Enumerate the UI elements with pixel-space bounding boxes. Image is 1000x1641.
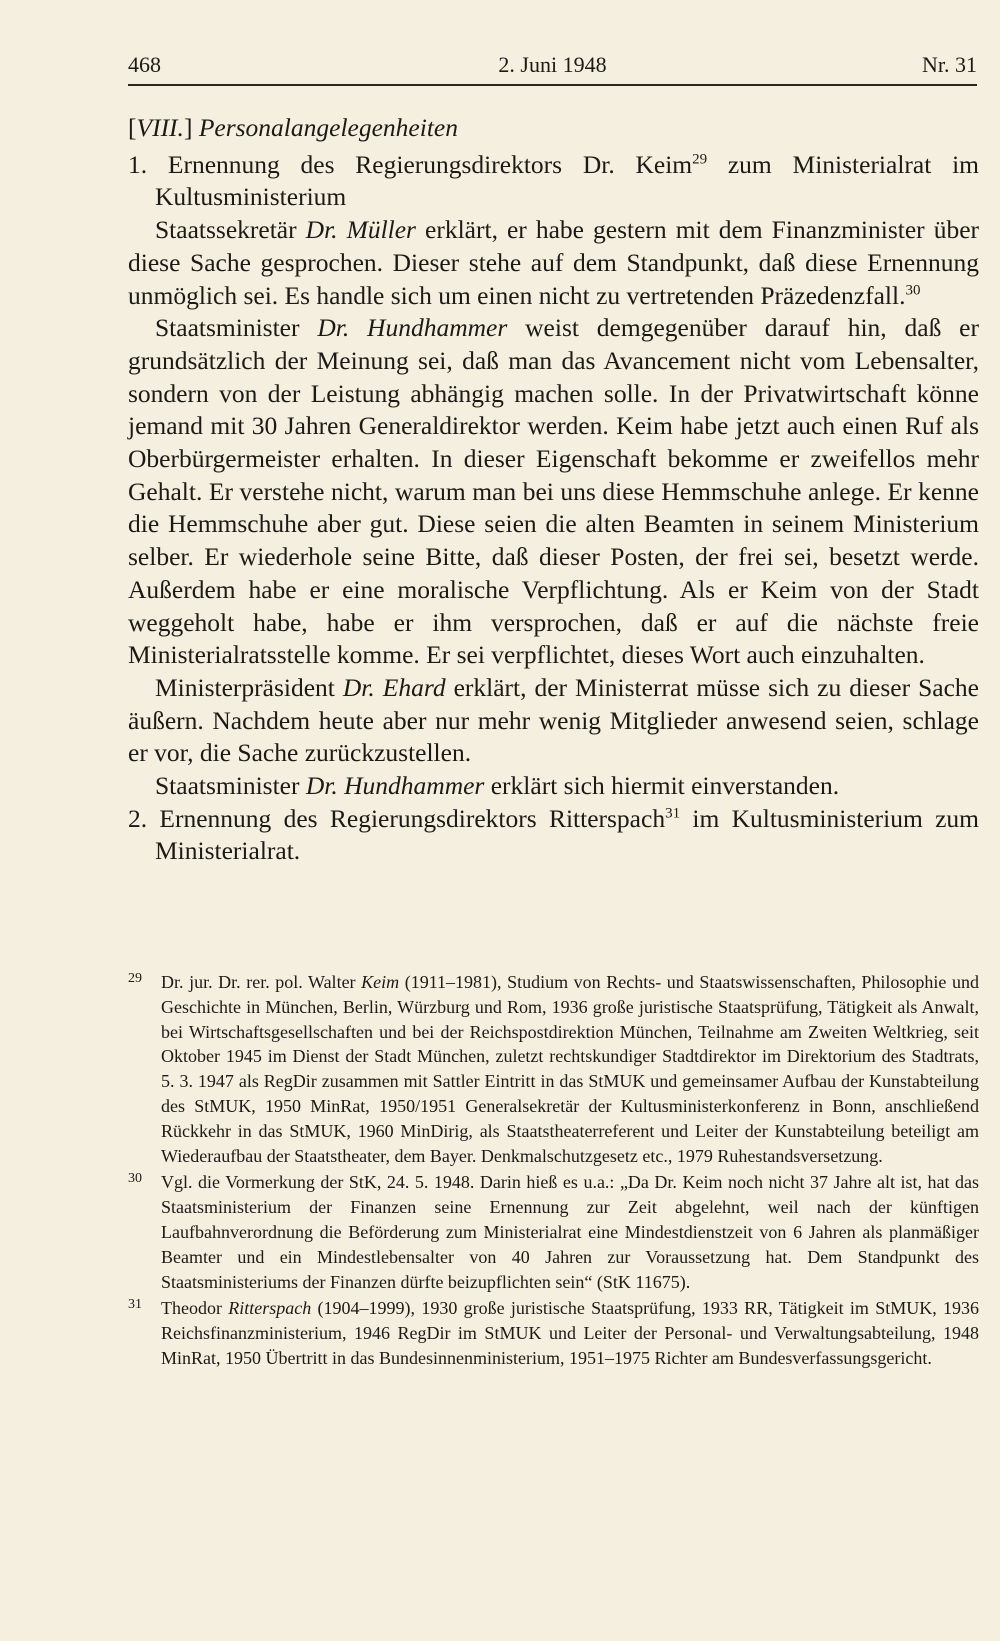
paragraph-text: erklärt, der Ministerrat müsse sich zu dieser Sache äußern. Nachdem heute aber nur mehr wenig Mitglieder anwesend seien, schlage er vor, die Sache zurückzustellen. — [128, 672, 979, 768]
document-number: Nr. 31 — [922, 52, 977, 77]
page-number: 468 — [128, 52, 161, 77]
footnote-text: Vgl. die Vormerkung der StK, 24. 5. 1948. Darin hieß es u.a.: „Da Dr. Keim noch nicht 37 Jahre alt ist, hat das Staatsministerium der Finanzen seine Ernennung zur Zeit abgelehnt, weil nach der künftigen Laufbahnverordnung die Beförderung zum Ministerialrat eine Mindestdienstzeit von 6 Jahren als planmäßiger Beamter und ein Mindestlebensalter von 40 Jahren zur Voraussetzung hat. Dem Standpunkt des Staatsministeriums der Finanzen dürfte beizupflichten sein“ (StK 11675). — [161, 1172, 979, 1292]
footnote-29 — [128, 970, 979, 1168]
paragraph-text: weist demgegenüber darauf hin, daß er grundsätzlich der Meinung sei, daß man das Avancement nicht vom Lebensalter, sondern von der Leistung abhängig machen solle. In der Privatwirtschaft könne jemand mit 30 Jahren Generaldirektor werden. Keim habe jetzt auch einen Ruf als Oberbürgermeister erhalten. In dieser Eigenschaft bekomme er zweifellos mehr Gehalt. Er verstehe nicht, warum man bei uns diese Hemmschuhe anlege. Er kenne die Hemmschuhe aber gut. Diese seien die alten Beamten in seinem Ministerium selber. Er wiederhole seine Bitte, daß dieser Posten, der frei sei, besetzt werde. Außerdem habe er eine moralische Verpflichtung. Als er Keim von der Stadt weggeholt habe, habe er ihm versprochen, daß er auf die nächste freie Ministerialratsstelle komme. Er sei verpflichtet, dieses Wort auch einzuhalten. — [128, 313, 979, 670]
running-header — [128, 48, 977, 86]
paragraph-hundhammer — [128, 312, 979, 672]
speaker-name: Dr. Hundhammer — [305, 771, 485, 801]
footnote-text: Theodor — [161, 1298, 229, 1319]
paragraph-hundhammer-2 — [128, 770, 979, 803]
item-number: 2. — [128, 803, 148, 833]
paragraph-text: erklärt, er habe gestern mit dem Finanzminister über diese Sache gesprochen. Dieser stehe auf dem Standpunkt, daß diese Ernennung unmöglich sei. Es handle sich um einen nicht zu vertretenden Präzedenzfall. — [128, 215, 980, 310]
section-title: Personalangelegenheiten — [198, 113, 458, 142]
bracket-close: ] — [183, 113, 193, 142]
item-title-cont: im Kultusministerium zum Ministerialrat. — [155, 803, 980, 866]
item-number: 1. — [128, 149, 148, 179]
speaker-role: Ministerpräsident — [155, 672, 343, 702]
speaker-role: Staatsminister — [155, 771, 306, 801]
footnotes — [128, 970, 979, 1373]
agenda-item-2 — [128, 803, 979, 868]
footnote-31 — [128, 1296, 979, 1370]
footnote-ref[interactable]: 30 — [905, 282, 921, 299]
footnote-name: Keim — [361, 972, 400, 992]
main-text — [128, 112, 979, 868]
item-title: Ernennung des Regierungsdirektors Dr. Keim — [167, 149, 693, 179]
paragraph-mueller — [128, 214, 979, 312]
speaker-name: Dr. Ehard — [342, 672, 446, 702]
footnote-text: Dr. jur. Dr. rer. pol. Walter — [161, 972, 362, 992]
footnote-ref[interactable]: 29 — [692, 151, 708, 168]
paragraph-ehard — [128, 672, 979, 770]
footnote-number: 29 — [128, 971, 142, 986]
header-date: 2. Juni 1948 — [498, 52, 607, 77]
agenda-item-1 — [128, 149, 979, 214]
paragraph-text: erklärt sich hiermit einverstanden. — [484, 771, 840, 801]
speaker-name: Dr. Müller — [305, 215, 416, 245]
item-title-cont: zum Ministerialrat im Kultusministerium — [155, 149, 979, 212]
footnote-number: 31 — [128, 1297, 142, 1313]
footnote-number: 30 — [128, 1171, 142, 1187]
footnote-30 — [128, 1170, 979, 1294]
speaker-name: Dr. Hundhammer — [317, 313, 508, 343]
speaker-role: Staatsminister — [155, 313, 318, 343]
section-roman: VIII. — [136, 113, 184, 142]
footnote-ref[interactable]: 31 — [665, 805, 681, 822]
footnote-text-cont: (1911–1981), Studium von Rechts- und Staatswissenschaften, Philosophie und Geschichte in München, Berlin, Würzburg und Rom, 1936 große juristische Staatsprüfung, Tätigkeit als Anwalt, bei Wirtschaftsgesellschaften und bei der Reichspostdirektion München, Teilnahme am Zweiten Weltkrieg, seit Oktober 1945 im Dienst der Stadt München, zuletzt rechtskundiger Stadtdirektor im Direktorium des Stadtrats, 5. 3. 1947 als RegDir zusammen mit Sattler Eintritt in das StMUK und gemeinsamer Aufbau der Kunstabteilung des StMUK, 1950 MinRat, 1950/1951 Generalsekretär der Kultusministerkonferenz in Bonn, anschließend Rückkehr in das StMUK, 1960 MinDirig, als Staatstheaterreferent und Leiter der Kunstabteilung beteiligt am Wiederaufbau der Staatstheater, dem Bayer. Denkmalschutzgesetz etc., 1979 Ruhestandsversetzung. — [161, 972, 979, 1166]
footnote-text-cont: (1904–1999), 1930 große juristische Staatsprüfung, 1933 RR, Tätigkeit im StMUK, 1936 Reichsfinanzministerium, 1946 RegDir im StMUK und Leiter der Personal- und Verwaltungsabteilung, 1948 MinRat, 1950 Übertritt in das Bundesinnenministerium, 1951–1975 Richter am Bundesverfassungsgericht. — [161, 1298, 979, 1368]
section-heading — [128, 112, 979, 145]
bracket-open: [ — [128, 113, 137, 142]
item-title: Ernennung des Regierungsdirektors Ritterspach — [159, 803, 666, 833]
speaker-role: Staatssekretär — [155, 215, 306, 245]
footnote-name: Ritterspach — [228, 1298, 312, 1319]
